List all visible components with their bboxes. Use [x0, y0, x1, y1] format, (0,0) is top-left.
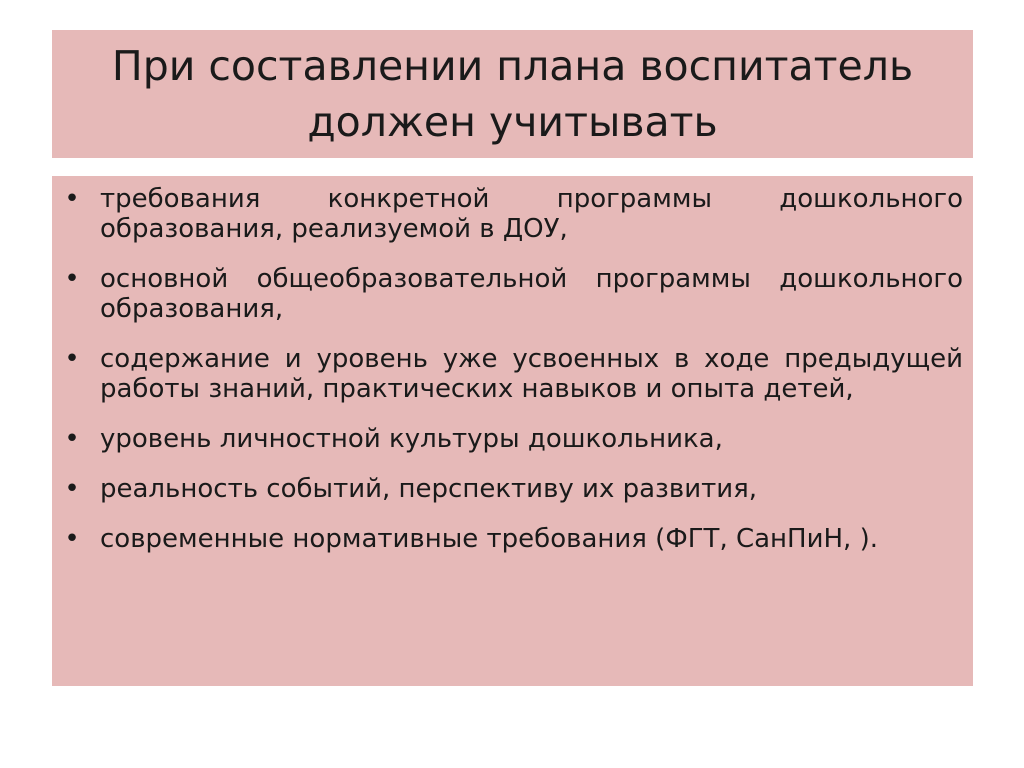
bullet-item [62, 184, 963, 244]
bullet-item [62, 344, 963, 404]
bullet-text: требования конкретной программы дошкольного образования, реализуемой в ДОУ, [100, 184, 963, 244]
bullet-icon: • [64, 474, 80, 504]
slide-title: При составлении плана воспитатель должен учитывать [111, 42, 914, 146]
bullet-text: основной общеобразовательной программы дошкольного образования, [100, 264, 963, 324]
bullet-item [62, 264, 963, 324]
bullet-text: современные нормативные требования (ФГТ, СанПиН, ). [100, 524, 878, 554]
bullet-icon: • [64, 264, 80, 294]
bullet-list [62, 184, 963, 554]
bullet-item [62, 474, 963, 504]
bullet-text: уровень личностной культуры дошкольника, [100, 424, 723, 454]
bullet-icon: • [64, 184, 80, 214]
content-box [52, 176, 973, 686]
bullet-icon: • [64, 524, 80, 554]
bullet-item [62, 524, 963, 554]
bullet-text: содержание и уровень уже усвоенных в ходе предыдущей работы знаний, практических навыков и опыта детей, [100, 344, 963, 404]
bullet-icon: • [64, 424, 80, 454]
bullet-item [62, 424, 963, 454]
title-box [52, 30, 973, 158]
bullet-icon: • [64, 344, 80, 374]
bullet-text: реальность событий, перспективу их развития, [100, 474, 758, 504]
